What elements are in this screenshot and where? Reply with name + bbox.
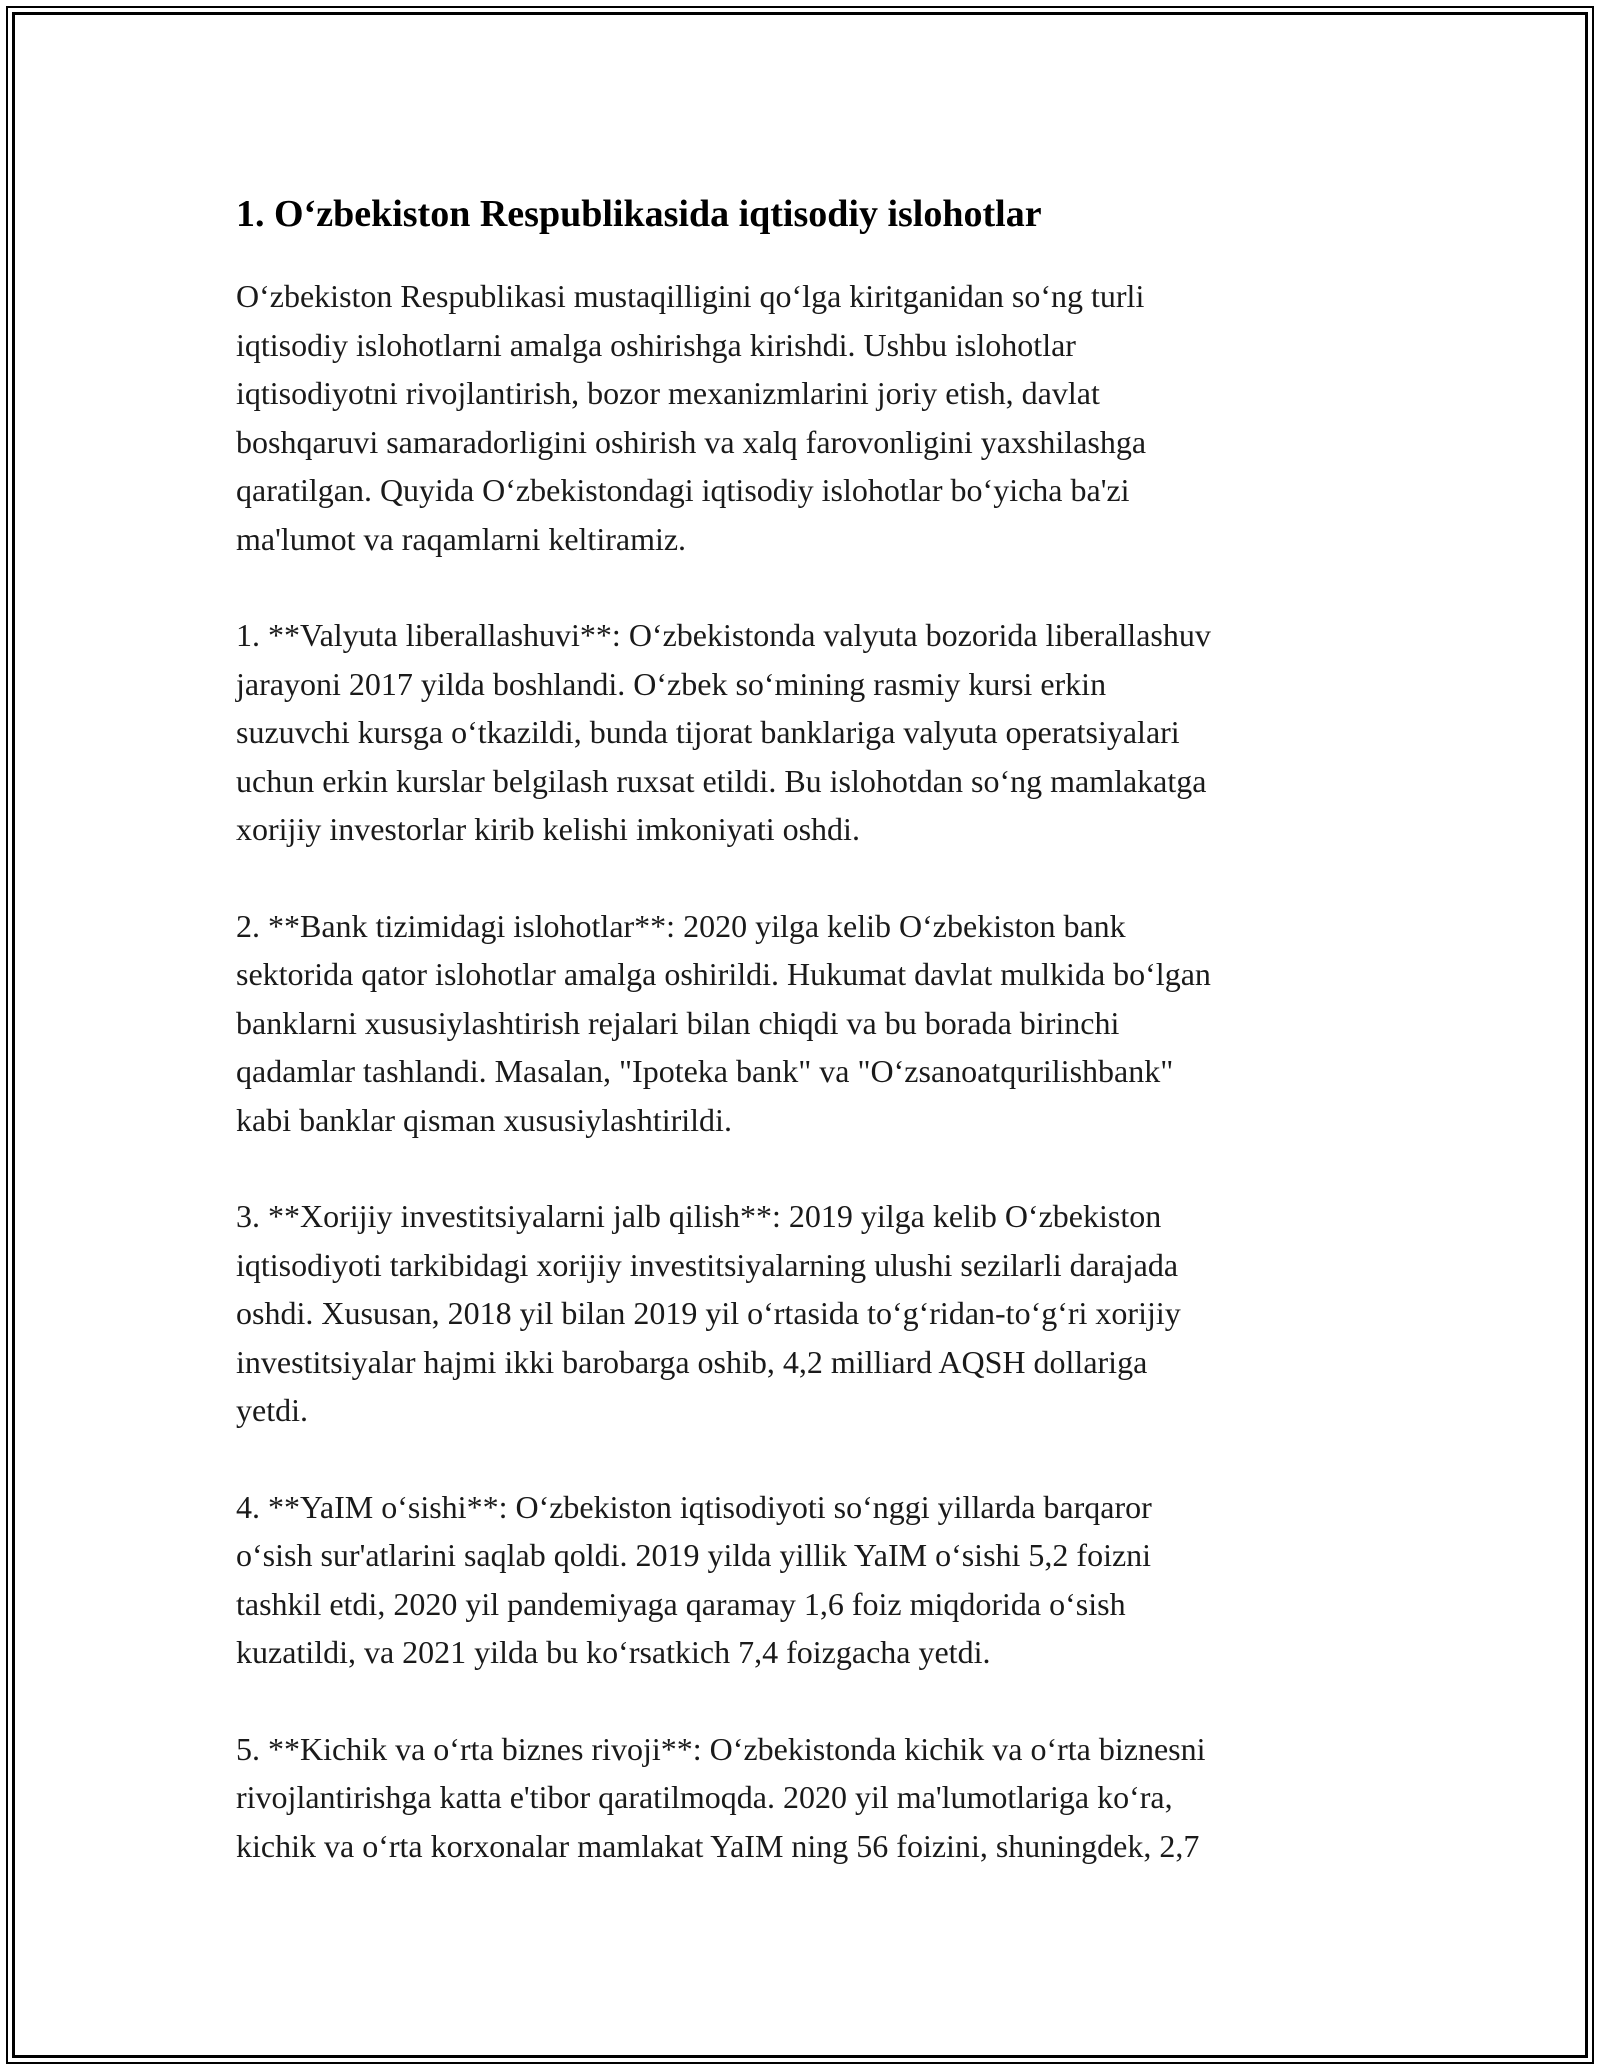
document-body <box>236 186 1376 1918</box>
intro-paragraph: O‘zbekiston Respublikasi mustaqilligini qo‘lga kiritganidan so‘ng turli iqtisodiy islohotlarni amalga oshirishga kirishdi. Ushbu islohotlar iqtisodiyotni rivojlantirish, bozor mexanizmlarini joriy etish, davlat boshqaruvi samaradorligini oshirish va xalq farovonligini yaxshilashga qaratilgan. Quyida O‘zbekistondagi iqtisodiy islohotlar bo‘yicha ba'zi ma'lumot va raqamlarni keltiramiz. <box>236 278 1147 557</box>
paragraph-foreign-investment: 3. **Xorijiy investitsiyalarni jalb qilish**: 2019 yilga kelib O‘zbekiston iqtisodiyoti tarkibidagi xorijiy investitsiyalarning ulushi sezilarli darajada oshdi. Xususan, 2018 yil bilan 2019 yil o‘rtasida to‘g‘ridan-to‘g‘ri xorijiy investitsiyalar hajmi ikki barobarga oshib, 4,2 milliard AQSH dollariga yetdi. <box>236 1198 1181 1428</box>
paragraph-small-business: 5. **Kichik va o‘rta biznes rivoji**: O‘zbekistonda kichik va o‘rta biznesni rivojlantirishga katta e'tibor qaratilmoqda. 2020 yil ma'lumotlariga ko‘ra, kichik va o‘rta korxonalar mamlakat YaIM ning 56 foizini, shuningdek, 2,7 <box>236 1730 1206 1864</box>
document-title: 1. O‘zbekiston Respublikasida iqtisodiy islohotlar <box>236 193 1042 235</box>
paragraph-banking-reforms: 2. **Bank tizimidagi islohotlar**: 2020 yilga kelib O‘zbekiston bank sektorida qator islohotlar amalga oshirildi. Hukumat davlat mulkida bo‘lgan banklarni xususiylashtirish rejalari bilan chiqdi va bu borada birinchi qadamlar tashlandi. Masalan, "Ipoteka bank" va "O‘zsanoatqurilishbank" kabi banklar qisman xususiylashtirildi. <box>236 907 1211 1138</box>
paragraph-currency-liberalization: 1. **Valyuta liberallashuvi**: O‘zbekistonda valyuta bozorida liberallashuv jarayoni 2017 yilda boshlandi. O‘zbek so‘mining rasmiy kursi erkin suzuvchi kursga o‘tkazildi, bunda tijorat banklariga valyuta operatsiyalari uchun erkin kurslar belgilash ruxsat etildi. Bu islohotdan so‘ng mamlakatga xorijiy investorlar kirib kelishi imkoniyati oshdi. <box>236 617 1211 847</box>
paragraph-gdp-growth: 4. **YaIM o‘sishi**: O‘zbekiston iqtisodiyoti so‘nggi yillarda barqaror o‘sish sur'atlarini saqlab qoldi. 2019 yilda yillik YaIM o‘sishi 5,2 foizni tashkil etdi, 2020 yil pandemiyaga qaramay 1,6 foiz miqdorida o‘sish kuzatildi, va 2021 yilda bu ko‘rsatkich 7,4 foizgacha yetdi. <box>236 1488 1152 1670</box>
